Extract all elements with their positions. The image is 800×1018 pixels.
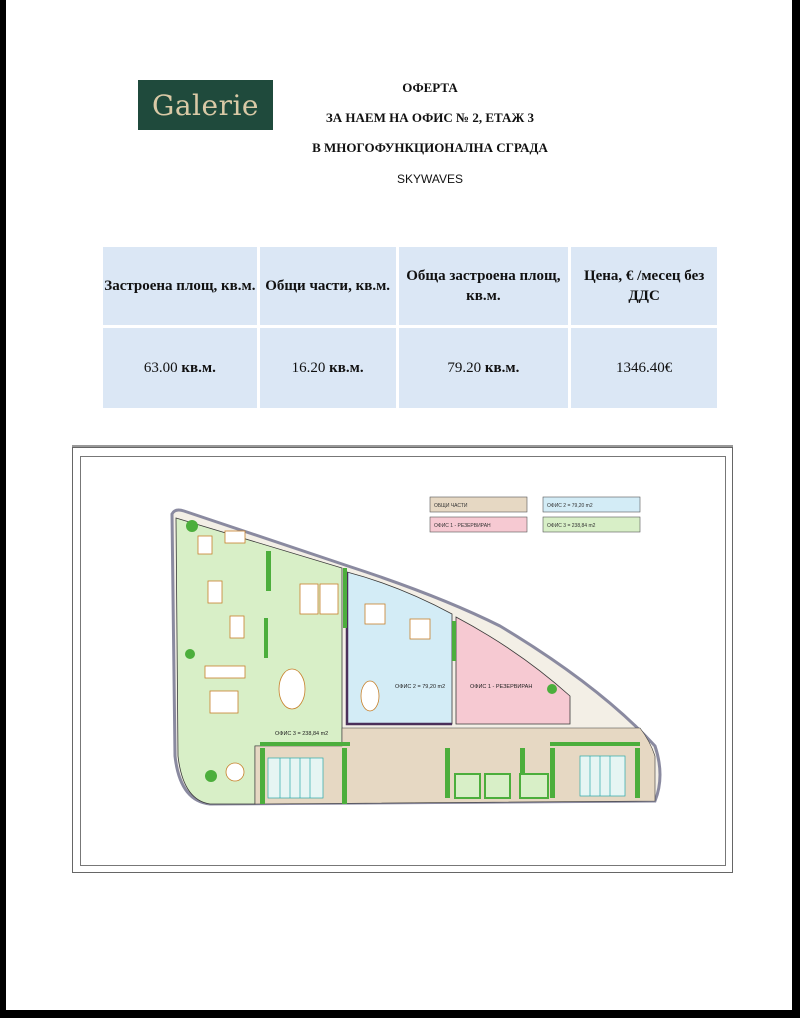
- offer-table: [100, 244, 720, 411]
- header-common-parts: Общи части, кв.м.: [260, 247, 396, 325]
- legend-label-office1: ОФИС 1 - РЕЗЕРВИРАН: [434, 523, 491, 529]
- building-name: SKYWAVES: [396, 172, 464, 186]
- value-number: 1346.40€: [615, 359, 673, 376]
- value-number: 63.00: [143, 359, 178, 376]
- logo-text: Galerie: [152, 88, 259, 122]
- plan-legend: [430, 497, 640, 532]
- value-unit: кв.м.: [329, 359, 364, 376]
- building-line: В МНОГОФУНКЦИОНАЛНА СГРАДА: [312, 140, 548, 155]
- value-common-parts: [260, 328, 396, 408]
- office1-label: ОФИС 1 - РЕЗЕРВИРАН: [470, 684, 533, 690]
- value-number: 79.20: [447, 359, 482, 376]
- legend-label-office3: ОФИС 3 = 238,84 m2: [547, 523, 596, 529]
- floor-plan: [80, 456, 724, 864]
- stairs-left: [268, 758, 323, 798]
- table-row: [103, 328, 717, 408]
- header-price: Цена, € /месец без ДДС: [571, 247, 717, 325]
- office3-label: ОФИС 3 = 238,84 m2: [275, 731, 329, 737]
- legend-label-common: ОБЩИ ЧАСТИ: [434, 503, 468, 509]
- value-number: 16.20: [291, 359, 326, 376]
- office2-label: ОФИС 2 = 79,20 m2: [395, 684, 446, 690]
- offer-subtitle: ЗА НАЕМ НА ОФИС № 2, ЕТАЖ 3: [325, 110, 535, 125]
- value-total-area: [399, 328, 569, 408]
- value-unit: кв.м.: [484, 359, 520, 376]
- elevators: [455, 774, 548, 798]
- header-built-area: Застроена площ, кв.м.: [103, 247, 257, 325]
- stairs-right: [580, 756, 625, 796]
- legend-label-office2: ОФИС 2 = 79,20 m2: [547, 503, 593, 509]
- bottom-edge: [0, 1010, 800, 1018]
- value-unit: кв.м.: [181, 359, 216, 376]
- value-price: [571, 328, 717, 408]
- value-built-area: [103, 328, 257, 408]
- header-total-area: Обща застроена площ, кв.м.: [399, 247, 569, 325]
- table-header-row: [103, 247, 717, 325]
- offer-title: ОФЕРТА: [402, 80, 458, 95]
